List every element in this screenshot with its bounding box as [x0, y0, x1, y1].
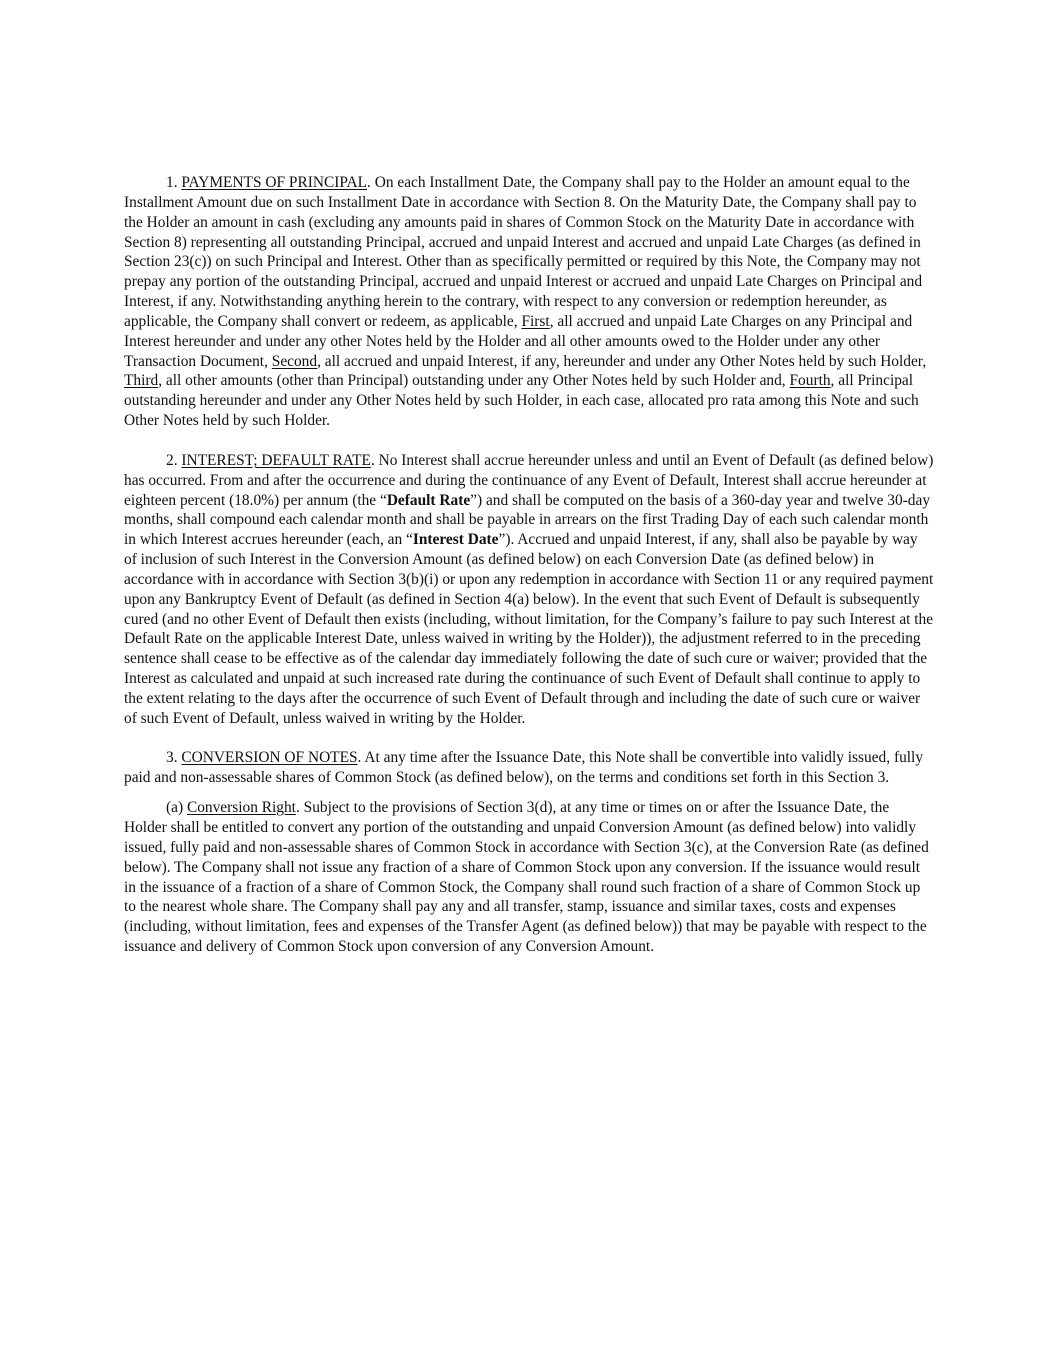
- term-interest-date: Interest Date: [412, 531, 499, 549]
- section-1-heading: PAYMENTS OF PRINCIPAL: [181, 174, 368, 191]
- section-3-number: 3.: [166, 749, 182, 767]
- term-second: Second: [271, 352, 318, 370]
- section-2-text: ”) and shall be computed on the basis of a 360-day year and twelve 30-day months, shall compound each calendar month and shall be payable in arrears on the first Trading Day of each such calendar month in which Interest accrues hereunder (each, an “: [124, 491, 931, 549]
- term-fourth: Fourth: [789, 372, 831, 390]
- section-2-text: ”). Accrued and unpaid Interest, if any, shall also be payable by way of inclusion of such Interest in the Conversion Amount (as defined below) on each Conversion Date (as defined below) in accordance with in accordance with Section 3(b)(i) or upon any redemption in accordance with Section 11 or any required payment upon any Bankruptcy Event of Default (as defined in Section 4(a) below). In the event that such Event of Default is subsequently cured (and no other Event of Default then exists (including, without limitation, for the Company’s failure to pay such Interest at the Default Rate on the applicable Interest Date, unless waived in writing by the Holder)), the adjustment referred to in the preceding sentence shall cease to be effective as of the calendar day immediately following the date of such cure or waiver; provided that the Interest as calculated and unpaid at such increased rate during the continuance of such Event of Default shall continue to apply to the extent relating to the days after the occurrence of such Event of Default through and including the date of such cure or waiver of such Event of Default, unless waived in writing by the Holder.: [124, 531, 934, 727]
- section-1-text: , all other amounts (other than Principal) outstanding under any Other Notes held by such Holder and,: [158, 372, 790, 390]
- section-3a-number: (a): [166, 799, 187, 817]
- section-1-number: 1.: [166, 174, 182, 191]
- term-third: Third: [124, 372, 159, 390]
- section-3a-text: . Subject to the provisions of Section 3(d), at any time or times on or after the Issuance Date, the Holder shall be entitled to convert any portion of the outstanding and unpaid Conversion Amount (as defined below) into validly issued, fully paid and non-assessable shares of Common Stock in accordance with Section 3(c), at the Conversion Rate (as defined below). The Company shall not issue any fraction of a share of Common Stock upon any conversion. If the issuance would result in the issuance of a fraction of a share of Common Stock, the Company shall round such fraction of a share of Common Stock up to the nearest whole share. The Company shall pay any and all transfer, stamp, issuance and similar taxes, costs and expenses (including, without limitation, fees and expenses of the Transfer Agent (as defined below)) that may be payable with respect to the issuance and delivery of Common Stock upon conversion of any Conversion Amount.: [124, 799, 929, 956]
- section-1-paragraph: [124, 173, 934, 431]
- document-page: [124, 173, 934, 957]
- section-1-text: , all accrued and unpaid Interest, if any, hereunder and under any Other Notes held by such Holder,: [317, 352, 927, 370]
- section-1-text: , all accrued and unpaid Late Charges on any Principal and Interest hereunder and under any other Notes held by the Holder and all other amounts owed to the Holder under any other Transaction Document,: [124, 312, 913, 370]
- section-2-text: . No Interest shall accrue hereunder unless and until an Event of Default (as defined below) has occurred. From and after the occurrence and during the continuance of any Event of Default, Interest shall accrue hereunder at eighteen percent (18.0%) per annum (the “: [124, 451, 934, 509]
- section-3a-heading: Conversion Right: [186, 799, 296, 817]
- section-3-text: . At any time after the Issuance Date, this Note shall be convertible into validly issued, fully paid and non-assessable shares of Common Stock (as defined below), on the terms and conditions set forth in this Section 3.: [124, 749, 924, 787]
- section-2-number: 2.: [166, 451, 182, 469]
- section-1-text: , all Principal outstanding hereunder and under any Other Notes held by such Holder, in each case, allocated pro rata among this Note and such Other Notes held by such Holder.: [124, 372, 919, 430]
- term-default-rate: Default Rate: [386, 491, 471, 509]
- section-3a-paragraph: [124, 798, 934, 957]
- section-3-paragraph: [124, 748, 934, 788]
- section-2-paragraph: [124, 451, 934, 729]
- section-2-heading: INTEREST; DEFAULT RATE: [181, 451, 371, 469]
- section-3-heading: CONVERSION OF NOTES: [181, 749, 358, 767]
- section-1-text: . On each Installment Date, the Company shall pay to the Holder an amount equal to the Installment Amount due on such Installment Date in accordance with Section 8. On the Maturity Date, the Company shall pay to the Holder an amount in cash (excluding any amounts paid in shares of Common Stock on the Maturity Date in accordance with Section 8) representing all outstanding Principal, accrued and unpaid Interest and accrued and unpaid Late Charges (as defined in Section 23(c)) on such Principal and Interest. Other than as specifically permitted or required by this Note, the Company may not prepay any portion of the outstanding Principal, accrued and unpaid Interest or accrued and unpaid Late Charges on Principal and Interest, if any. Notwithstanding anything herein to the contrary, with respect to any conversion or redemption hereunder, as applicable, the Company shall convert or redeem, as applicable,: [124, 174, 923, 330]
- term-first: First: [521, 312, 550, 330]
